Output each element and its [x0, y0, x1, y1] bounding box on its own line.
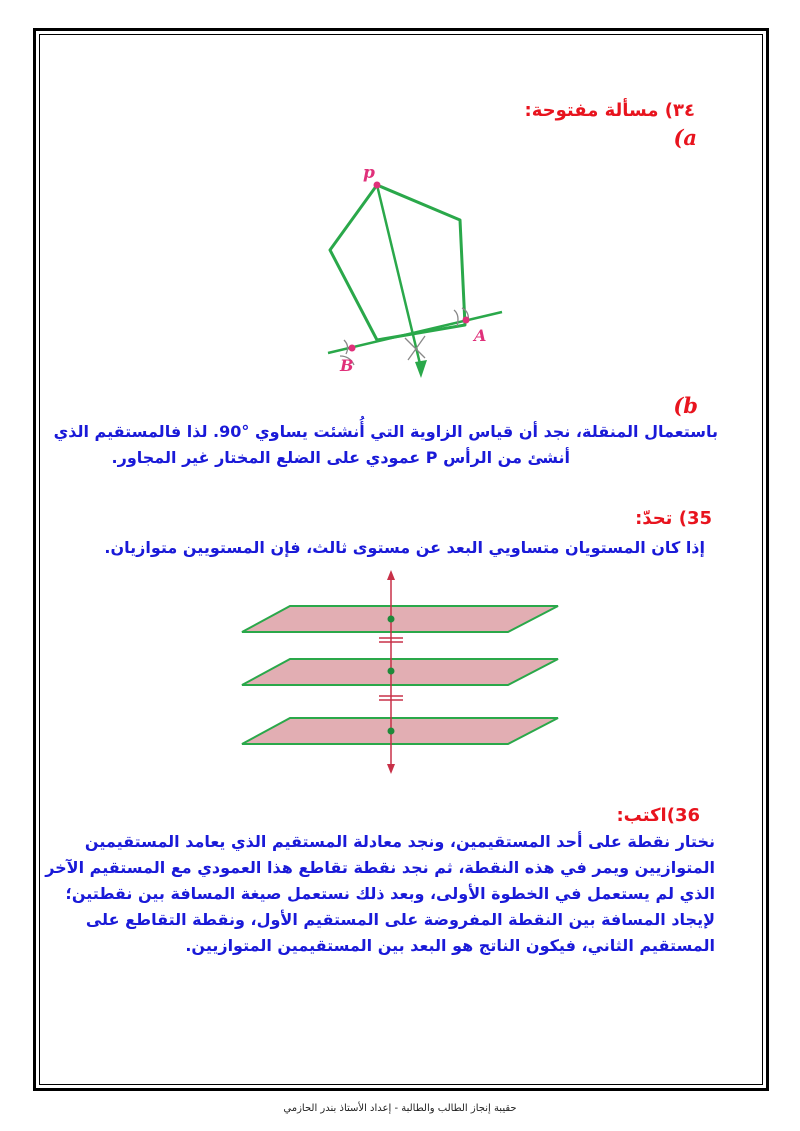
- parallel-planes-figure: [238, 568, 568, 778]
- q36-line-1: نختار نقطة على أحد المستقيمين، ونجد معادلة المستقيم الذي يعامد المستقيمين: [84, 832, 715, 851]
- q36-line-5: المستقيم الثاني، فيكون الناتج هو البعد بين المستقيمين المتوازيين.: [185, 936, 715, 955]
- q36-line-4: لإيجاد المسافة بين النقطة المفروضة على المستقيم الأول، ونقطة التقاطع على: [85, 910, 715, 929]
- axis-arrow-up: [387, 570, 395, 580]
- plane-bottom: [242, 718, 558, 744]
- q34-part-a-label: (a: [673, 125, 697, 150]
- q36-line-2: المتوازيين ويمر في هذه النقطة، ثم نجد نقطة تقاطع هذا العمودي مع المستقيم الآخر: [45, 858, 715, 877]
- plane-middle: [242, 659, 558, 685]
- pentagon-outline: [330, 185, 465, 340]
- pentagon-construction-figure: [320, 160, 520, 380]
- q35-heading: 35) تحدّ:: [635, 508, 712, 529]
- arc-mark-b: [344, 340, 348, 354]
- point-middle: [388, 668, 395, 675]
- point-bottom: [388, 728, 395, 735]
- plane-top: [242, 606, 558, 632]
- q36-heading: 36)اكتب:: [616, 805, 700, 826]
- perpendicular-arrowhead: [415, 360, 427, 378]
- point-a: [463, 317, 470, 324]
- label-b: B: [340, 356, 354, 375]
- axis-arrow-down: [387, 764, 395, 774]
- q36-line-3: الذي لم يستعمل في الخطوة الأولى، وبعد ذلك نستعمل صيغة المسافة بين نقطتين؛: [65, 884, 715, 903]
- arc-cross-2: [408, 336, 425, 360]
- part-b-label: (b: [673, 393, 698, 418]
- part-b-line-2: أنشئ من الرأس P عمودي على الضلع المختار غير المجاور.: [111, 448, 570, 467]
- point-top: [388, 616, 395, 623]
- point-b: [349, 345, 356, 352]
- label-a: A: [474, 326, 487, 345]
- part-b-line-1: باستعمال المنقلة، نجد أن قياس الزاوية التي أُنشئت يساوي °90. لذا فالمستقيم الذي: [53, 422, 718, 441]
- q35-statement: إذا كان المستويان متساويي البعد عن مستوى ثالث، فإن المستويين متوازيان.: [104, 538, 705, 557]
- q34-heading: ٣٤) مسألة مفتوحة:: [524, 100, 695, 121]
- page-footer: حقيبة إنجاز الطالب والطالبة - إعداد الأستاذ بندر الحازمي: [283, 1103, 517, 1114]
- label-p: p: [363, 163, 375, 183]
